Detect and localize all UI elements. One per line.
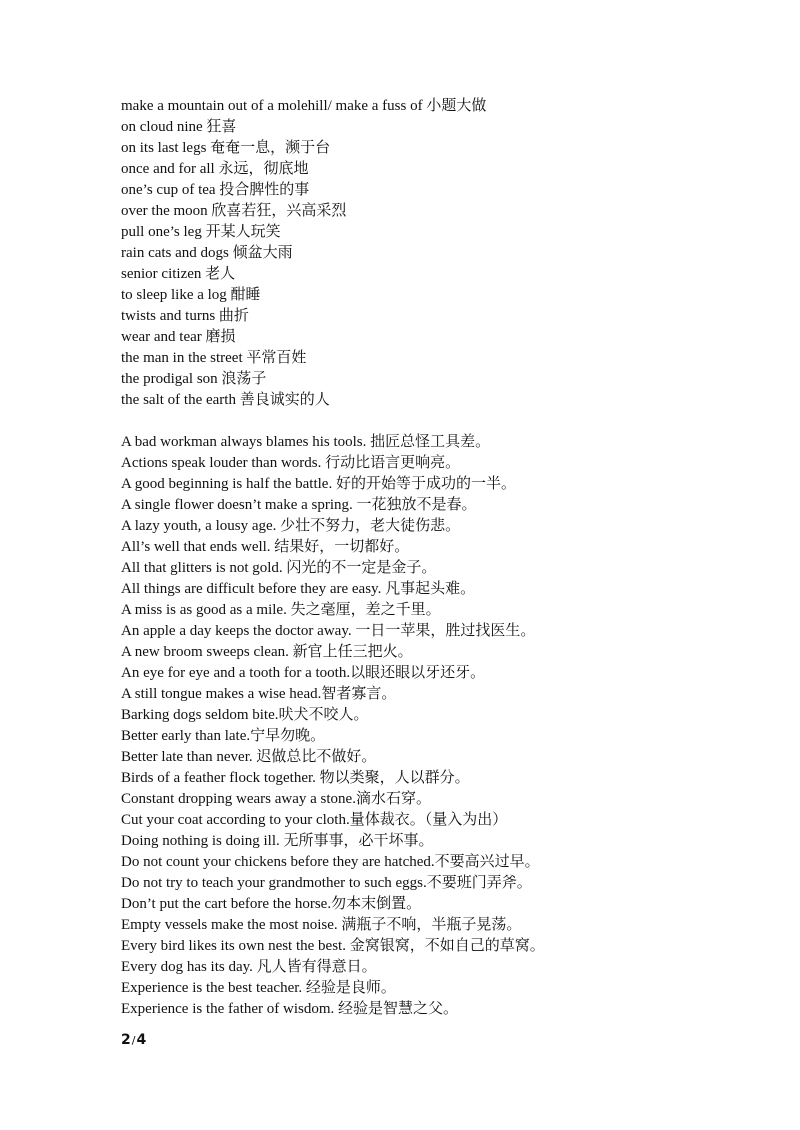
proverb-line: Experience is the father of wisdom. 经验是智慧之父。 (121, 1001, 459, 1017)
idiom-list (121, 96, 761, 411)
proverb-line: Don’t put the cart before the horse.勿本末倒置。 (121, 896, 422, 912)
current-page-number: 2 (121, 1032, 131, 1048)
idiom-line: wear and tear 磨损 (121, 329, 236, 345)
idiom-line: rain cats and dogs 倾盆大雨 (121, 245, 293, 261)
page-separator: / (131, 1034, 136, 1047)
proverb-line: A miss is as good as a mile. 失之毫厘，差之千里。 (121, 602, 441, 618)
proverb-line: Do not try to teach your grandmother to such eggs.不要班门弄斧。 (121, 875, 532, 891)
page-number (121, 1030, 146, 1050)
proverb-line: Birds of a feather flock together. 物以类聚，人以群分。 (121, 770, 470, 786)
idiom-line: on its last legs 奄奄一息，濒于台 (121, 140, 331, 156)
proverb-line: An apple a day keeps the doctor away. 一日一苹果，胜过找医生。 (121, 623, 536, 639)
proverb-line: Every dog has its day. 凡人皆有得意日。 (121, 959, 377, 975)
proverb-line: A good beginning is half the battle. 好的开始等于成功的一半。 (121, 476, 516, 492)
proverb-line: Experience is the best teacher. 经验是良师。 (121, 980, 396, 996)
idiom-line: once and for all 永远，彻底地 (121, 161, 309, 177)
proverb-line: Better early than late.宁早勿晚。 (121, 728, 326, 744)
proverb-line: Doing nothing is doing ill. 无所事事，必干坏事。 (121, 833, 434, 849)
idiom-line: the salt of the earth 善良诚实的人 (121, 392, 330, 408)
idiom-line: make a mountain out of a molehill/ make a fuss of 小题大做 (121, 98, 487, 114)
proverb-list (121, 432, 761, 1020)
proverb-line: All’s well that ends well. 结果好，一切都好。 (121, 539, 410, 555)
proverb-line: Actions speak louder than words. 行动比语言更响亮。 (121, 455, 461, 471)
proverb-line: Every bird likes its own nest the best. 金窝银窝，不如自己的草窝。 (121, 938, 545, 954)
idiom-line: over the moon 欣喜若狂，兴高采烈 (121, 203, 347, 219)
idiom-line: to sleep like a log 酣睡 (121, 287, 261, 303)
proverb-line: Constant dropping wears away a stone.滴水石穿。 (121, 791, 431, 807)
idiom-line: the man in the street 平常百姓 (121, 350, 307, 366)
proverb-line: A still tongue makes a wise head.智者寡言。 (121, 686, 397, 702)
proverb-line: A lazy youth, a lousy age. 少壮不努力，老大徒伤悲。 (121, 518, 461, 534)
proverb-line: Empty vessels make the most noise. 满瓶子不响，半瓶子晃荡。 (121, 917, 522, 933)
proverb-line: Do not count your chickens before they are hatched.不要高兴过早。 (121, 854, 540, 870)
proverb-line: An eye for eye and a tooth for a tooth.以眼还眼以牙还牙。 (121, 665, 486, 681)
idiom-line: pull one’s leg 开某人玩笑 (121, 224, 281, 240)
idiom-line: twists and turns 曲折 (121, 308, 249, 324)
proverb-line: All that glitters is not gold. 闪光的不一定是金子。 (121, 560, 437, 576)
proverb-line: A single flower doesn’t make a spring. 一花独放不是春。 (121, 497, 477, 513)
idiom-line: senior citizen 老人 (121, 266, 236, 282)
idiom-line: one’s cup of tea 投合脾性的事 (121, 182, 310, 198)
proverb-line: All things are difficult before they are easy. 凡事起头难。 (121, 581, 476, 597)
proverb-line: Better late than never. 迟做总比不做好。 (121, 749, 377, 765)
idiom-line: the prodigal son 浪荡子 (121, 371, 267, 387)
proverb-line: Cut your coat according to your cloth.量体裁衣。（量入为出） (121, 812, 508, 828)
total-pages-number: 4 (136, 1032, 147, 1048)
idiom-line: on cloud nine 狂喜 (121, 119, 237, 135)
proverb-line: Barking dogs seldom bite.吠犬不咬人。 (121, 707, 369, 723)
proverb-line: A bad workman always blames his tools. 拙匠总怪工具差。 (121, 434, 491, 450)
proverb-line: A new broom sweeps clean. 新官上任三把火。 (121, 644, 413, 660)
